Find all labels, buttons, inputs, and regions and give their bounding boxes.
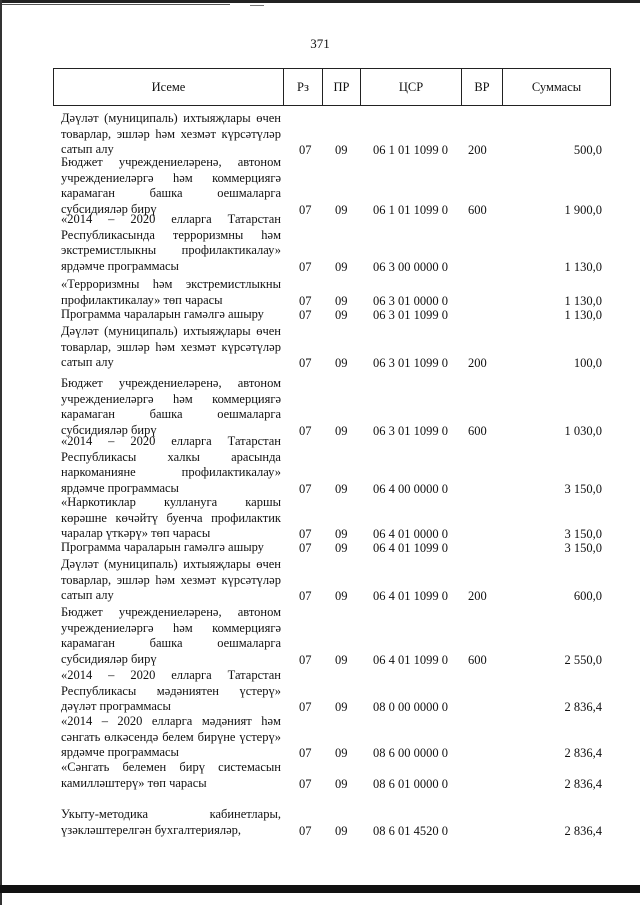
row-name-line: субсидияләр бирү: [61, 652, 157, 667]
row-vr: 200: [468, 356, 487, 371]
row-sum: 2 836,4: [564, 700, 602, 715]
row-name-line: «2014 – 2020 елларга Татарстан: [61, 212, 281, 226]
row-pr: 09: [335, 482, 348, 497]
row-csr: 06 3 01 0000 0: [373, 293, 448, 308]
row-pr: 09: [335, 776, 348, 791]
row-name: [61, 540, 281, 556]
row-pr: 09: [335, 700, 348, 715]
row-vr: 200: [468, 143, 487, 158]
row-vr: 600: [468, 203, 487, 218]
row-sum: 500,0: [573, 143, 602, 158]
row-name-line: «Терроризмны һәм экстремистлыкны: [61, 277, 281, 291]
row-sum: 3 150,0: [564, 482, 602, 497]
row-name-line: Дәүләт (муниципаль) ихтыяҗлары өчен: [61, 557, 281, 571]
row-sum: 1 030,0: [564, 424, 602, 439]
row-sum: 600,0: [573, 589, 602, 604]
row-name-line: Республикасында терроризмны һәм: [61, 227, 281, 242]
scan-top-line: [0, 4, 230, 5]
row-name-line: чаралар үткәрү» төп чарасы: [61, 526, 211, 541]
row-name-line: товарлар, эшләр һәм хезмәт күрсәтүләр: [61, 126, 281, 141]
row-rz: 07: [299, 527, 312, 542]
row-csr: 06 3 01 1099 0: [373, 308, 448, 322]
row-vr: 600: [468, 653, 487, 668]
row-csr: 06 4 01 0000 0: [373, 527, 448, 542]
row-csr: 08 0 00 0000 0: [373, 700, 448, 715]
row-vr: 600: [468, 424, 487, 439]
row-name-line: камилләштерү» төп чарасы: [61, 775, 207, 790]
row-pr: 09: [335, 203, 348, 218]
row-name: [61, 155, 281, 218]
row-csr: 06 4 01 1099 0: [373, 589, 448, 604]
row-name-line: Бюджет учреждениеләренә, автоном: [61, 376, 281, 390]
row-rz: 07: [299, 776, 312, 791]
row-sum: 100,0: [573, 356, 602, 371]
row-name: [61, 605, 281, 668]
row-rz: 07: [299, 589, 312, 604]
row-name-line: көрәшне көчәйтү буенча профилактик: [61, 510, 281, 525]
row-name-line: наркоманияне профилактикалау»: [61, 465, 281, 480]
row-name-line: карамаган башка оешмаларга: [61, 407, 281, 422]
row-name-line: Дәүләт (муниципаль) ихтыяҗлары өчен: [61, 324, 281, 338]
row-name-line: товарлар, эшләр һәм хезмәт күрсәтүләр: [61, 572, 281, 587]
row-pr: 09: [335, 260, 348, 275]
row-rz: 07: [299, 823, 312, 838]
row-sum: 1 900,0: [564, 203, 602, 218]
row-name: [61, 111, 281, 158]
row-name: [61, 212, 281, 275]
row-rz: 07: [299, 746, 312, 761]
row-name: [61, 807, 281, 838]
row-name-line: субсидияләр бирү: [61, 202, 157, 217]
row-name: [61, 714, 281, 761]
row-pr: 09: [335, 541, 348, 555]
row-name: [61, 277, 281, 308]
row-pr: 09: [335, 527, 348, 542]
header-vr: ВР: [474, 80, 490, 94]
scan-bottom-edge: [0, 885, 640, 893]
row-name-line: ярдәмче программасы: [61, 259, 179, 274]
scan-mark: [250, 5, 264, 6]
row-rz: 07: [299, 308, 312, 322]
row-sum: 1 130,0: [564, 308, 602, 322]
header-rz: Рз: [297, 80, 309, 94]
row-name-line: Бюджет учреждениеләренә, автоном: [61, 605, 281, 619]
row-name-line: үзәкләштерелгән бухгалтерияләр,: [61, 822, 242, 837]
row-rz: 07: [299, 143, 312, 158]
row-csr: 08 6 01 4520 0: [373, 823, 448, 838]
row-name-line: сатып алу: [61, 355, 114, 370]
row-name-line: «2014 – 2020 елларга Татарстан: [61, 434, 281, 448]
row-name-line: Программа чараларын гамәлгә ашыру: [61, 540, 264, 554]
row-name-line: «Сәнгать белемен бирү системасын: [61, 760, 281, 774]
row-pr: 09: [335, 653, 348, 668]
row-csr: 06 3 00 0000 0: [373, 260, 448, 275]
row-name-line: субсидияләр бирү: [61, 423, 157, 438]
row-rz: 07: [299, 541, 312, 555]
row-name-line: Программа чараларын гамәлгә ашыру: [61, 307, 264, 321]
row-pr: 09: [335, 143, 348, 158]
page-number: 371: [310, 36, 330, 51]
row-name-line: «Наркотиклар куллануга каршы: [61, 495, 281, 509]
row-pr: 09: [335, 823, 348, 838]
header-sum: Суммасы: [531, 80, 582, 94]
row-name: [61, 495, 281, 542]
row-rz: 07: [299, 424, 312, 439]
row-rz: 07: [299, 260, 312, 275]
row-name-line: дәүләт программасы: [61, 699, 171, 714]
row-name-line: «2014 – 2020 елларга мәдәният һәм: [61, 714, 281, 728]
row-name-line: «2014 – 2020 елларга Татарстан: [61, 668, 281, 682]
scan-left-edge: [0, 0, 2, 905]
row-csr: 08 6 01 0000 0: [373, 776, 448, 791]
row-rz: 07: [299, 482, 312, 497]
row-name: [61, 760, 281, 791]
row-name: [61, 434, 281, 497]
row-name: [61, 668, 281, 715]
row-name-line: учреждениеләргә һәм коммерциягә: [61, 170, 281, 185]
row-name-line: карамаган башка оешмаларга: [61, 186, 281, 201]
row-pr: 09: [335, 424, 348, 439]
row-vr: 200: [468, 589, 487, 604]
row-rz: 07: [299, 293, 312, 308]
row-sum: 1 130,0: [564, 260, 602, 275]
header-csr: ЦСР: [398, 80, 424, 94]
row-pr: 09: [335, 746, 348, 761]
row-rz: 07: [299, 203, 312, 218]
row-csr: 06 3 01 1099 0: [373, 356, 448, 371]
row-csr: 06 1 01 1099 0: [373, 203, 448, 218]
row-name-line: экстремистлыкны профилактикалау»: [61, 243, 281, 258]
table-header: [53, 68, 611, 106]
row-csr: 06 3 01 1099 0: [373, 424, 448, 439]
row-sum: 1 130,0: [564, 293, 602, 308]
row-sum: 2 836,4: [564, 776, 602, 791]
row-pr: 09: [335, 356, 348, 371]
row-name-line: сатып алу: [61, 142, 114, 157]
row-name: [61, 324, 281, 371]
row-rz: 07: [299, 356, 312, 371]
row-name: [61, 557, 281, 604]
row-name-line: учреждениеләргә һәм коммерциягә: [61, 620, 281, 635]
row-name-line: Республикасы мәдәниятен үстерү»: [61, 683, 281, 698]
row-csr: 06 4 01 1099 0: [373, 541, 448, 555]
row-pr: 09: [335, 308, 348, 322]
row-name-line: ярдәмче программасы: [61, 481, 179, 496]
row-name-line: Республикасы халкы арасында: [61, 449, 281, 464]
row-name-line: сәнгать өлкәсендә белем бирүне үстерү»: [61, 729, 281, 744]
row-sum: 2 550,0: [564, 653, 602, 668]
row-name-line: профилактикалау» төп чарасы: [61, 292, 223, 307]
row-rz: 07: [299, 700, 312, 715]
header-name: Исеме: [151, 80, 186, 94]
row-pr: 09: [335, 589, 348, 604]
row-sum: 2 836,4: [564, 823, 602, 838]
row-name: [61, 376, 281, 439]
row-name-line: Бюджет учреждениеләренә, автоном: [61, 155, 281, 169]
row-name-line: карамаган башка оешмаларга: [61, 636, 281, 651]
row-rz: 07: [299, 653, 312, 668]
row-sum: 3 150,0: [564, 527, 602, 542]
row-csr: 06 4 00 0000 0: [373, 482, 448, 497]
header-pr: ПР: [333, 80, 350, 94]
row-csr: 08 6 00 0000 0: [373, 746, 448, 761]
row-pr: 09: [335, 293, 348, 308]
row-sum: 2 836,4: [564, 746, 602, 761]
row-csr: 06 4 01 1099 0: [373, 653, 448, 668]
row-sum: 3 150,0: [564, 541, 602, 555]
row-name-line: учреждениеләргә һәм коммерциягә: [61, 391, 281, 406]
row-name-line: товарлар, эшләр һәм хезмәт күрсәтүләр: [61, 339, 281, 354]
row-name-line: сатып алу: [61, 588, 114, 603]
row-name-line: Укыту-методика кабинетлары,: [61, 807, 281, 821]
scan-top-edge: [0, 0, 640, 3]
row-name: [61, 307, 281, 323]
row-name-line: ярдәмче программасы: [61, 745, 179, 760]
row-csr: 06 1 01 1099 0: [373, 143, 448, 158]
row-name-line: Дәүләт (муниципаль) ихтыяҗлары өчен: [61, 111, 281, 125]
